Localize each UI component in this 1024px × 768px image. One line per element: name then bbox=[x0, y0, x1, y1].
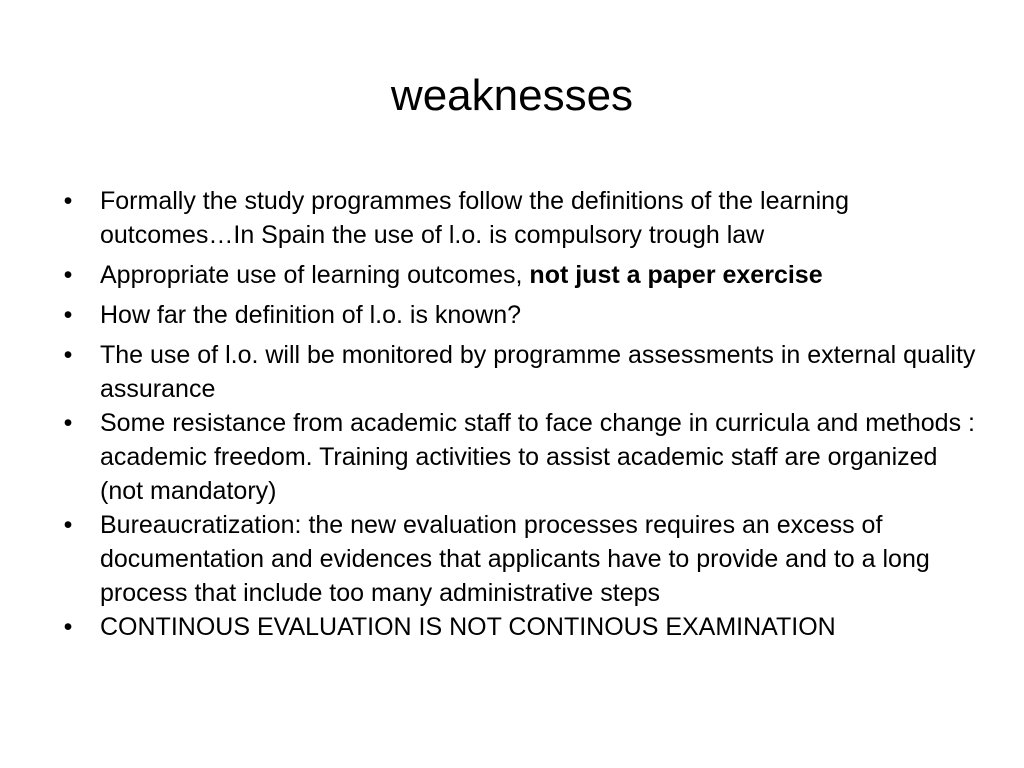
bullet-item bbox=[58, 258, 978, 292]
bullet-text: Some resistance from academic staff to face change in curricula and methods : academic freedom. Training activities to assist academic staff are organized (not mandatory) bbox=[100, 409, 975, 505]
bullet-text: Appropriate use of learning outcomes, bbox=[100, 261, 530, 289]
bullet-text: The use of l.o. will be monitored by programme assessments in external quality assurance bbox=[100, 341, 976, 403]
bullet-text: Bureaucratization: the new evaluation processes requires an excess of documentation and evidences that applicants have to provide and to a long process that include too many administrative steps bbox=[100, 511, 930, 607]
bullet-item bbox=[58, 184, 978, 252]
bullet-text: Formally the study programmes follow the definitions of the learning outcomes…In Spain the use of l.o. is compulsory trough law bbox=[100, 187, 849, 249]
bullet-item bbox=[58, 610, 978, 644]
bullet-text: CONTINOUS EVALUATION IS NOT CONTINOUS EXAMINATION bbox=[100, 613, 836, 641]
bullet-item bbox=[58, 298, 978, 332]
bullet-item bbox=[58, 338, 978, 406]
bullet-text: How far the definition of l.o. is known? bbox=[100, 301, 522, 329]
bullet-item bbox=[58, 508, 978, 610]
bullet-bold-text: not just a paper exercise bbox=[529, 261, 823, 289]
bullet-list bbox=[58, 184, 978, 644]
bullet-item bbox=[58, 406, 978, 508]
slide-title: weaknesses bbox=[390, 71, 634, 120]
